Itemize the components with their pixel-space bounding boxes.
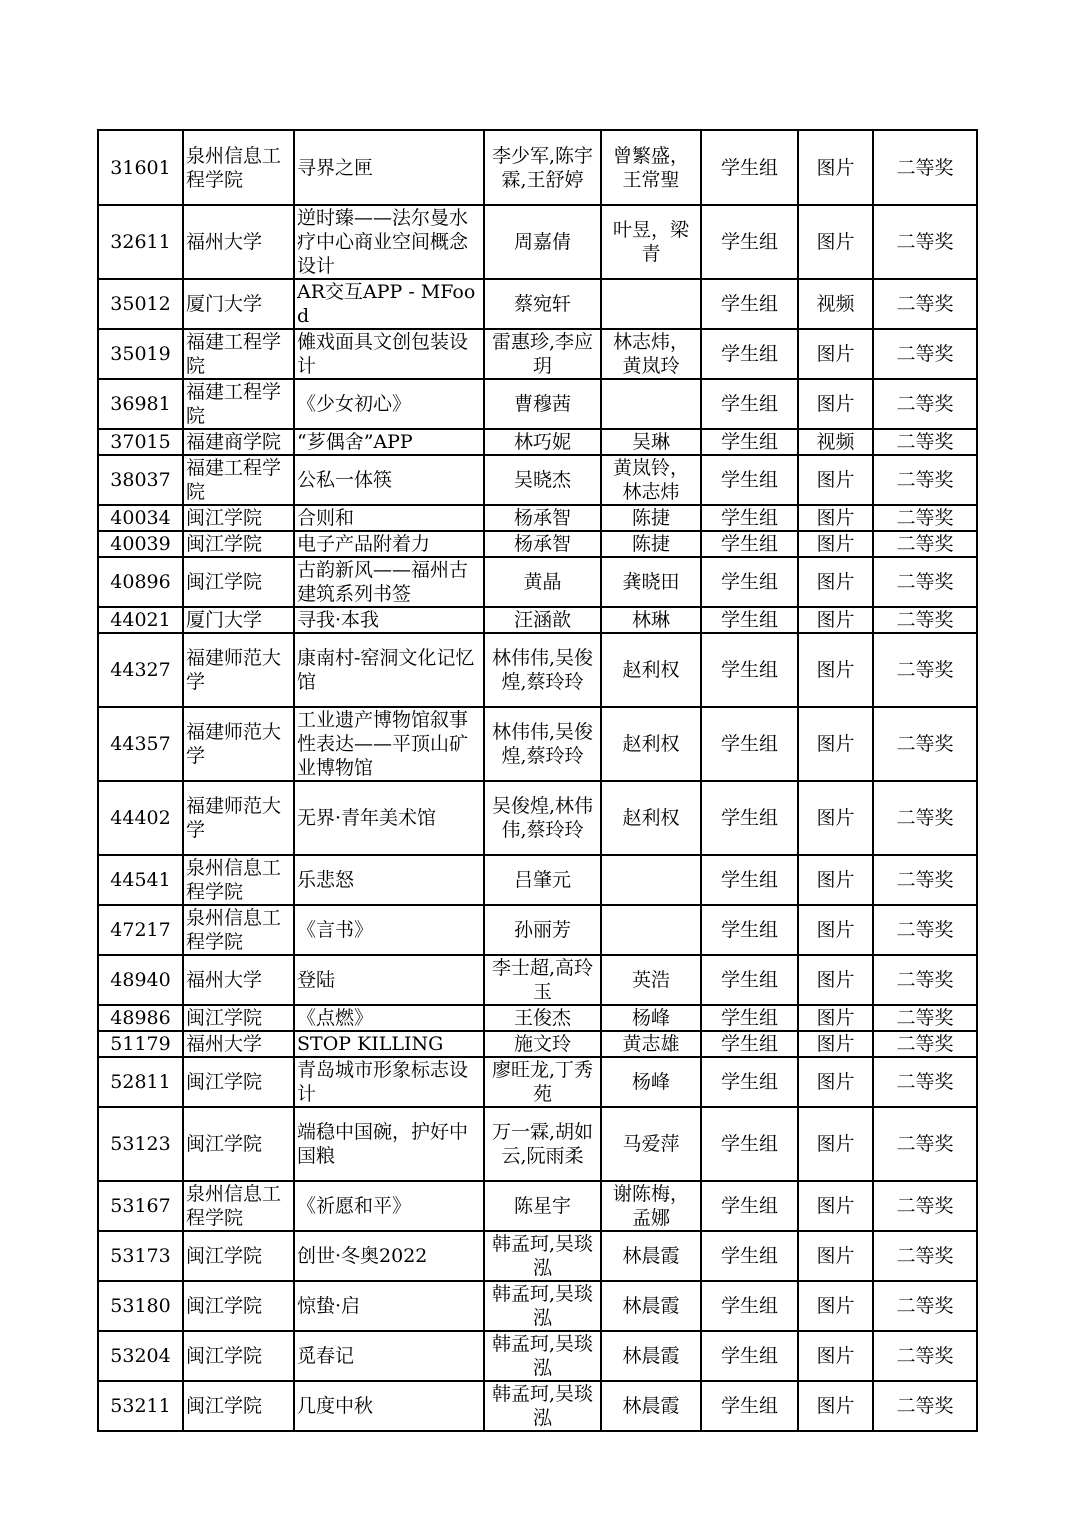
table-row xyxy=(98,607,977,633)
title-cell: 工业遗产博物馆叙事性表达——平顶山矿业博物馆 xyxy=(294,707,484,781)
school-cell: 闽江学院 xyxy=(183,1005,294,1031)
group-cell: 学生组 xyxy=(701,607,798,633)
advisor-cell xyxy=(601,855,701,905)
title-cell: 寻我·本我 xyxy=(294,607,484,633)
school-cell: 厦门大学 xyxy=(183,279,294,329)
school-cell: 福建师范大学 xyxy=(183,781,294,855)
id-cell: 32611 xyxy=(98,205,183,279)
type-cell: 图片 xyxy=(798,1057,873,1107)
school-cell: 闽江学院 xyxy=(183,557,294,607)
prize-cell: 二等奖 xyxy=(873,1281,977,1331)
advisor-cell: 赵利权 xyxy=(601,707,701,781)
advisor-cell: 叶昱，梁青 xyxy=(601,205,701,279)
prize-cell: 二等奖 xyxy=(873,1231,977,1281)
advisor-cell: 曾繁盛，王常聖 xyxy=(601,130,701,205)
group-cell: 学生组 xyxy=(701,279,798,329)
advisor-cell: 黄岚铃，林志炜 xyxy=(601,455,701,505)
authors-cell: 万一霖,胡如云,阮雨柔 xyxy=(484,1107,601,1181)
table-row xyxy=(98,707,977,781)
id-cell: 40896 xyxy=(98,557,183,607)
authors-cell: 林巧妮 xyxy=(484,429,601,455)
table-row xyxy=(98,1005,977,1031)
prize-cell: 二等奖 xyxy=(873,905,977,955)
school-cell: 泉州信息工程学院 xyxy=(183,905,294,955)
advisor-cell: 龚晓田 xyxy=(601,557,701,607)
advisor-cell: 黄志雄 xyxy=(601,1031,701,1057)
type-cell: 视频 xyxy=(798,429,873,455)
group-cell: 学生组 xyxy=(701,505,798,531)
group-cell: 学生组 xyxy=(701,905,798,955)
type-cell: 图片 xyxy=(798,531,873,557)
title-cell: AR交互APP - MFood xyxy=(294,279,484,329)
advisor-cell xyxy=(601,905,701,955)
prize-cell: 二等奖 xyxy=(873,329,977,379)
id-cell: 47217 xyxy=(98,905,183,955)
type-cell: 图片 xyxy=(798,379,873,429)
table-row xyxy=(98,1331,977,1381)
group-cell: 学生组 xyxy=(701,1057,798,1107)
prize-cell: 二等奖 xyxy=(873,1107,977,1181)
id-cell: 44021 xyxy=(98,607,183,633)
type-cell: 图片 xyxy=(798,1381,873,1431)
table-row xyxy=(98,557,977,607)
title-cell: 觅春记 xyxy=(294,1331,484,1381)
prize-cell: 二等奖 xyxy=(873,130,977,205)
school-cell: 福州大学 xyxy=(183,205,294,279)
group-cell: 学生组 xyxy=(701,379,798,429)
prize-cell: 二等奖 xyxy=(873,205,977,279)
school-cell: 闽江学院 xyxy=(183,1331,294,1381)
type-cell: 视频 xyxy=(798,279,873,329)
type-cell: 图片 xyxy=(798,205,873,279)
table-row xyxy=(98,1107,977,1181)
id-cell: 53211 xyxy=(98,1381,183,1431)
group-cell: 学生组 xyxy=(701,781,798,855)
school-cell: 厦门大学 xyxy=(183,607,294,633)
school-cell: 闽江学院 xyxy=(183,1057,294,1107)
group-cell: 学生组 xyxy=(701,205,798,279)
prize-cell: 二等奖 xyxy=(873,855,977,905)
type-cell: 图片 xyxy=(798,1031,873,1057)
advisor-cell: 林晨霞 xyxy=(601,1281,701,1331)
advisor-cell: 杨峰 xyxy=(601,1005,701,1031)
id-cell: 44541 xyxy=(98,855,183,905)
school-cell: 福州大学 xyxy=(183,955,294,1005)
table-row xyxy=(98,379,977,429)
group-cell: 学生组 xyxy=(701,329,798,379)
authors-cell: 李少军,陈宇霖,王舒婷 xyxy=(484,130,601,205)
advisor-cell: 谢陈梅，孟娜 xyxy=(601,1181,701,1231)
type-cell: 图片 xyxy=(798,505,873,531)
group-cell: 学生组 xyxy=(701,1331,798,1381)
title-cell: “芗偶舍”APP xyxy=(294,429,484,455)
type-cell: 图片 xyxy=(798,955,873,1005)
authors-cell: 杨承智 xyxy=(484,531,601,557)
type-cell: 图片 xyxy=(798,557,873,607)
table-row xyxy=(98,205,977,279)
authors-cell: 韩孟珂,吴琰泓 xyxy=(484,1281,601,1331)
group-cell: 学生组 xyxy=(701,1281,798,1331)
advisor-cell: 吴琳 xyxy=(601,429,701,455)
group-cell: 学生组 xyxy=(701,429,798,455)
school-cell: 闽江学院 xyxy=(183,531,294,557)
title-cell: 青岛城市形象标志设计 xyxy=(294,1057,484,1107)
advisor-cell: 赵利权 xyxy=(601,633,701,707)
advisor-cell xyxy=(601,279,701,329)
type-cell: 图片 xyxy=(798,1181,873,1231)
id-cell: 38037 xyxy=(98,455,183,505)
advisor-cell: 林晨霞 xyxy=(601,1231,701,1281)
school-cell: 福建工程学院 xyxy=(183,455,294,505)
id-cell: 44357 xyxy=(98,707,183,781)
table-row xyxy=(98,505,977,531)
authors-cell: 吕肇元 xyxy=(484,855,601,905)
table-row xyxy=(98,1031,977,1057)
type-cell: 图片 xyxy=(798,855,873,905)
prize-cell: 二等奖 xyxy=(873,429,977,455)
id-cell: 48986 xyxy=(98,1005,183,1031)
authors-cell: 林伟伟,吴俊煌,蔡玲玲 xyxy=(484,707,601,781)
advisor-cell: 陈捷 xyxy=(601,505,701,531)
advisor-cell: 杨峰 xyxy=(601,1057,701,1107)
id-cell: 36981 xyxy=(98,379,183,429)
table-row xyxy=(98,455,977,505)
id-cell: 44402 xyxy=(98,781,183,855)
id-cell: 37015 xyxy=(98,429,183,455)
title-cell: 登陆 xyxy=(294,955,484,1005)
advisor-cell: 林晨霞 xyxy=(601,1381,701,1431)
school-cell: 福建工程学院 xyxy=(183,329,294,379)
type-cell: 图片 xyxy=(798,633,873,707)
group-cell: 学生组 xyxy=(701,1005,798,1031)
type-cell: 图片 xyxy=(798,329,873,379)
prize-cell: 二等奖 xyxy=(873,633,977,707)
advisor-cell: 林晨霞 xyxy=(601,1331,701,1381)
title-cell: 乐悲怒 xyxy=(294,855,484,905)
title-cell: 无界·青年美术馆 xyxy=(294,781,484,855)
authors-cell: 蔡宛轩 xyxy=(484,279,601,329)
table-row xyxy=(98,279,977,329)
group-cell: 学生组 xyxy=(701,455,798,505)
authors-cell: 陈星宇 xyxy=(484,1181,601,1231)
authors-cell: 韩孟珂,吴琰泓 xyxy=(484,1331,601,1381)
prize-cell: 二等奖 xyxy=(873,781,977,855)
id-cell: 44327 xyxy=(98,633,183,707)
advisor-cell: 陈捷 xyxy=(601,531,701,557)
prize-cell: 二等奖 xyxy=(873,707,977,781)
table-row xyxy=(98,1181,977,1231)
title-cell: 几度中秋 xyxy=(294,1381,484,1431)
authors-cell: 王俊杰 xyxy=(484,1005,601,1031)
awards-table xyxy=(97,129,978,1432)
type-cell: 图片 xyxy=(798,607,873,633)
title-cell: STOP KILLING xyxy=(294,1031,484,1057)
school-cell: 闽江学院 xyxy=(183,1381,294,1431)
id-cell: 53173 xyxy=(98,1231,183,1281)
type-cell: 图片 xyxy=(798,455,873,505)
id-cell: 53123 xyxy=(98,1107,183,1181)
table-row xyxy=(98,329,977,379)
authors-cell: 施文玲 xyxy=(484,1031,601,1057)
title-cell: 傩戏面具文创包装设计 xyxy=(294,329,484,379)
title-cell: 《言书》 xyxy=(294,905,484,955)
school-cell: 福建师范大学 xyxy=(183,707,294,781)
group-cell: 学生组 xyxy=(701,130,798,205)
group-cell: 学生组 xyxy=(701,1381,798,1431)
group-cell: 学生组 xyxy=(701,557,798,607)
authors-cell: 曹穆茜 xyxy=(484,379,601,429)
prize-cell: 二等奖 xyxy=(873,505,977,531)
title-cell: 寻界之匣 xyxy=(294,130,484,205)
school-cell: 泉州信息工程学院 xyxy=(183,1181,294,1231)
school-cell: 福建师范大学 xyxy=(183,633,294,707)
type-cell: 图片 xyxy=(798,130,873,205)
prize-cell: 二等奖 xyxy=(873,557,977,607)
group-cell: 学生组 xyxy=(701,633,798,707)
authors-cell: 林伟伟,吴俊煌,蔡玲玲 xyxy=(484,633,601,707)
authors-cell: 李士超,高玲玉 xyxy=(484,955,601,1005)
type-cell: 图片 xyxy=(798,1281,873,1331)
authors-cell: 吴俊煌,林伟伟,蔡玲玲 xyxy=(484,781,601,855)
title-cell: 惊蛰·启 xyxy=(294,1281,484,1331)
authors-cell: 吴晓杰 xyxy=(484,455,601,505)
advisor-cell: 赵利权 xyxy=(601,781,701,855)
advisor-cell xyxy=(601,379,701,429)
table-row xyxy=(98,855,977,905)
table-row xyxy=(98,429,977,455)
school-cell: 泉州信息工程学院 xyxy=(183,130,294,205)
title-cell: 康南村-窑洞文化记忆馆 xyxy=(294,633,484,707)
table-row xyxy=(98,781,977,855)
school-cell: 福建商学院 xyxy=(183,429,294,455)
type-cell: 图片 xyxy=(798,1231,873,1281)
school-cell: 泉州信息工程学院 xyxy=(183,855,294,905)
id-cell: 51179 xyxy=(98,1031,183,1057)
prize-cell: 二等奖 xyxy=(873,1057,977,1107)
prize-cell: 二等奖 xyxy=(873,1331,977,1381)
authors-cell: 黄晶 xyxy=(484,557,601,607)
group-cell: 学生组 xyxy=(701,1181,798,1231)
group-cell: 学生组 xyxy=(701,707,798,781)
type-cell: 图片 xyxy=(798,1005,873,1031)
group-cell: 学生组 xyxy=(701,1231,798,1281)
authors-cell: 杨承智 xyxy=(484,505,601,531)
school-cell: 福建工程学院 xyxy=(183,379,294,429)
id-cell: 35019 xyxy=(98,329,183,379)
table-row xyxy=(98,1281,977,1331)
prize-cell: 二等奖 xyxy=(873,455,977,505)
authors-cell: 雷惠珍,李应玥 xyxy=(484,329,601,379)
id-cell: 35012 xyxy=(98,279,183,329)
id-cell: 40039 xyxy=(98,531,183,557)
group-cell: 学生组 xyxy=(701,955,798,1005)
id-cell: 40034 xyxy=(98,505,183,531)
title-cell: 《少女初心》 xyxy=(294,379,484,429)
prize-cell: 二等奖 xyxy=(873,955,977,1005)
table-row xyxy=(98,905,977,955)
title-cell: 公私一体筷 xyxy=(294,455,484,505)
prize-cell: 二等奖 xyxy=(873,279,977,329)
title-cell: 古韵新风——福州古建筑系列书签 xyxy=(294,557,484,607)
type-cell: 图片 xyxy=(798,1107,873,1181)
group-cell: 学生组 xyxy=(701,1107,798,1181)
group-cell: 学生组 xyxy=(701,855,798,905)
authors-cell: 韩孟珂,吴琰泓 xyxy=(484,1381,601,1431)
prize-cell: 二等奖 xyxy=(873,1005,977,1031)
school-cell: 福州大学 xyxy=(183,1031,294,1057)
awards-table-body xyxy=(98,130,977,1431)
title-cell: 端稳中国碗，护好中国粮 xyxy=(294,1107,484,1181)
group-cell: 学生组 xyxy=(701,1031,798,1057)
id-cell: 52811 xyxy=(98,1057,183,1107)
table-row xyxy=(98,955,977,1005)
table-row xyxy=(98,633,977,707)
prize-cell: 二等奖 xyxy=(873,1381,977,1431)
group-cell: 学生组 xyxy=(701,531,798,557)
authors-cell: 韩孟珂,吴琰泓 xyxy=(484,1231,601,1281)
table-row xyxy=(98,130,977,205)
school-cell: 闽江学院 xyxy=(183,1281,294,1331)
id-cell: 53167 xyxy=(98,1181,183,1231)
school-cell: 闽江学院 xyxy=(183,1231,294,1281)
prize-cell: 二等奖 xyxy=(873,1031,977,1057)
title-cell: 合则和 xyxy=(294,505,484,531)
table-row xyxy=(98,1057,977,1107)
id-cell: 31601 xyxy=(98,130,183,205)
authors-cell: 孙丽芳 xyxy=(484,905,601,955)
prize-cell: 二等奖 xyxy=(873,607,977,633)
school-cell: 闽江学院 xyxy=(183,505,294,531)
table-row xyxy=(98,531,977,557)
advisor-cell: 英浩 xyxy=(601,955,701,1005)
table-row xyxy=(98,1231,977,1281)
authors-cell: 周嘉倩 xyxy=(484,205,601,279)
title-cell: 创世·冬奥2022 xyxy=(294,1231,484,1281)
prize-cell: 二等奖 xyxy=(873,379,977,429)
title-cell: 逆时臻——法尔曼水疗中心商业空间概念设计 xyxy=(294,205,484,279)
type-cell: 图片 xyxy=(798,905,873,955)
prize-cell: 二等奖 xyxy=(873,1181,977,1231)
school-cell: 闽江学院 xyxy=(183,1107,294,1181)
type-cell: 图片 xyxy=(798,707,873,781)
type-cell: 图片 xyxy=(798,1331,873,1381)
title-cell: 电子产品附着力 xyxy=(294,531,484,557)
authors-cell: 汪涵歆 xyxy=(484,607,601,633)
title-cell: 《点燃》 xyxy=(294,1005,484,1031)
id-cell: 53180 xyxy=(98,1281,183,1331)
id-cell: 53204 xyxy=(98,1331,183,1381)
authors-cell: 廖旺龙,丁秀苑 xyxy=(484,1057,601,1107)
advisor-cell: 林琳 xyxy=(601,607,701,633)
advisor-cell: 马爱萍 xyxy=(601,1107,701,1181)
title-cell: 《祈愿和平》 xyxy=(294,1181,484,1231)
prize-cell: 二等奖 xyxy=(873,531,977,557)
id-cell: 48940 xyxy=(98,955,183,1005)
advisor-cell: 林志炜，黄岚玲 xyxy=(601,329,701,379)
type-cell: 图片 xyxy=(798,781,873,855)
table-row xyxy=(98,1381,977,1431)
